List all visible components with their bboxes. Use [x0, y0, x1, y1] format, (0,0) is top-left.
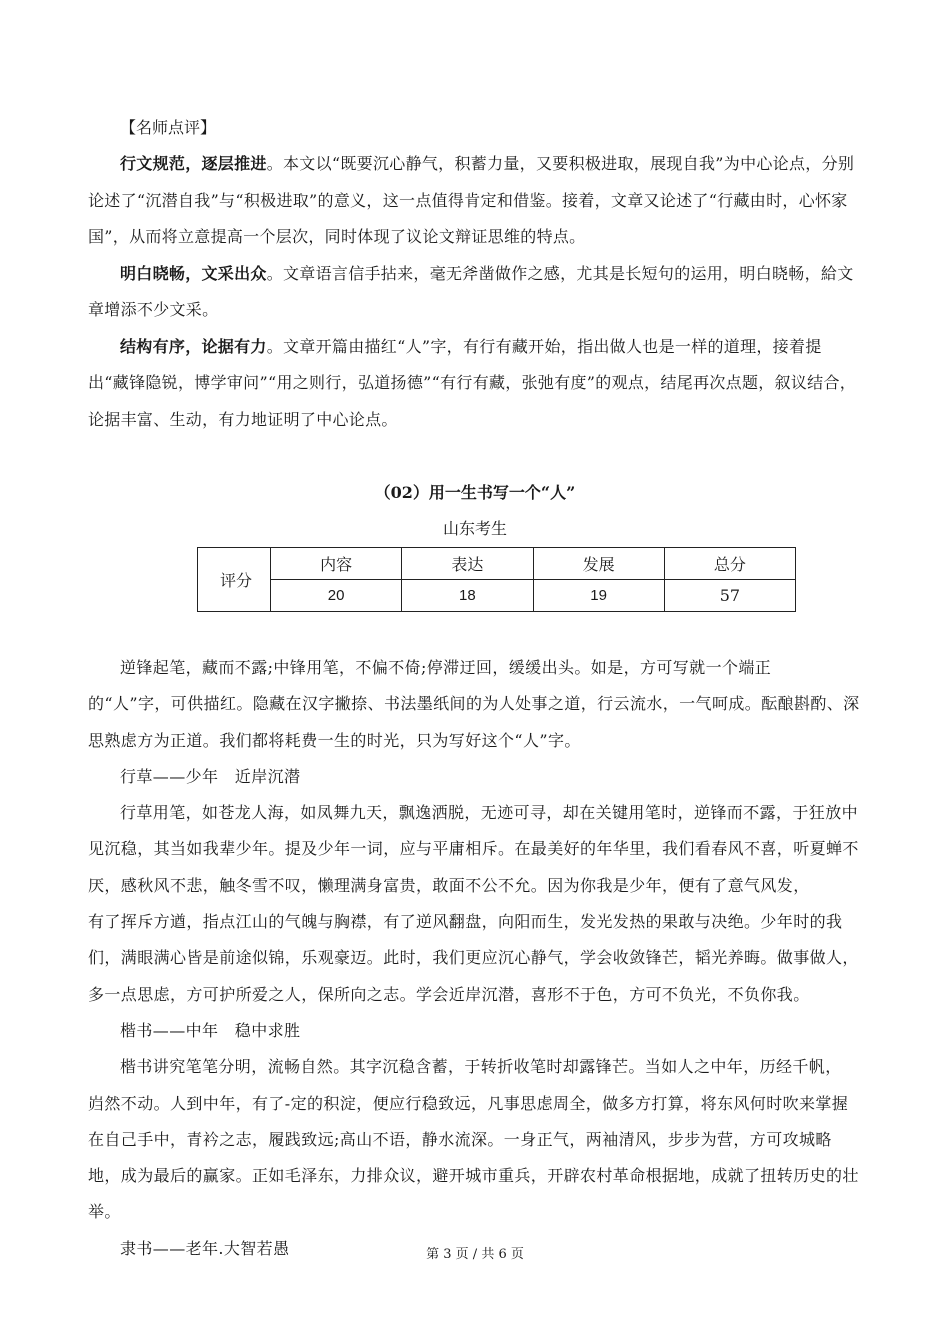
review-point-text: 。本文以“既要沉心静气，积蓄力量，又要积极进取，展现自我”为中心论点，分别论述了“沉潜自我”与“积极进取”的意义，这一点值得肯定和借鉴。接着，文章又论述了“行藏由时，心怀家国”，从而将立意提高一个层次，同时体现了议论文辩证思维的特点。 [88, 154, 855, 246]
score-value-cell: 57 [664, 580, 795, 612]
score-header-row [198, 548, 796, 580]
score-header-cell: 总分 [664, 548, 795, 580]
essay-paragraph: 有了挥斥方遒，指点江山的气魄与胸襟，有了逆风翻盘，向阳而生，发光发热的果敢与决绝。少年时的我们，满眼满心皆是前途似锦，乐观豪迈。此时，我们更应沉心静气，学会收敛锋芒，韬光养晦。做事做人，多一点思虑，方可护所爱之人，保所向之志。学会近岸沉潜，喜形不于色，方可不负光，不负你我。 [88, 912, 859, 1004]
score-value-row [198, 580, 796, 612]
score-header-cell: 内容 [271, 548, 402, 580]
review-paragraph [88, 146, 858, 256]
review-point-bold: 行文规范，逐层推进 [120, 154, 267, 173]
score-label-cell: 评分 [198, 548, 271, 612]
review-point-bold: 明白晓畅，文采出众 [120, 263, 267, 283]
score-header-cell: 表达 [402, 548, 533, 580]
essay-paragraph: 岿然不动。人到中年，有了-定的积淀，便应行稳致远，凡事思虑周全，做多方打算，将东风何时吹来掌握在自己手中，青衿之志，履践致远;高山不语，静水流深。一身正气，两袖清风，步步为营，方可攻城略地，成为最后的赢家。正如毛泽东，力排众议，避开城市重兵，开辟农村革命根据地，成就了扭转历史的壮举。 [88, 1093, 859, 1222]
review-point-text: 。文章语言信手拈来，毫无斧凿做作之感，尤其是长短句的运用，明白晓畅，給文章增添不少文采。 [88, 263, 854, 319]
score-value-cell: 19 [533, 580, 664, 612]
essay-paragraph: 的“人”字，可供描红。隐藏在汉字撇捺、书法墨纸间的为人处事之道，行云流水，一气呵成。酝酿斟酌、深思熟虑方为正道。我们都将耗费一生的时光，只为写好这个“人”字。 [88, 694, 860, 750]
essay-title: （02）用一生书写一个“人” [374, 483, 576, 502]
score-header-cell: 发展 [533, 548, 664, 580]
essay-author: 山东考生 [442, 519, 507, 538]
score-value-cell: 20 [271, 580, 402, 612]
essay-body [88, 650, 863, 1267]
essay-paragraph: 逆锋起笔，藏而不露;中锋用笔，不偏不倚;停滞迂回，缓缓出头。如是，方可写就一个端正 [120, 658, 772, 677]
review-paragraph [88, 256, 858, 329]
review-heading: 【名师点评】 [120, 118, 217, 137]
essay-section-heading: 隶书——老年.大智若愚 [120, 1238, 290, 1258]
review-paragraph [88, 329, 858, 439]
essay-paragraph: 楷书讲究笔笔分明，流畅自然。其字沉稳含蓄，于转折收笔时却露锋芒。当如人之中年，历经千帆， [120, 1057, 842, 1077]
review-point-bold: 结构有序，论据有力 [120, 336, 267, 356]
score-table [197, 547, 796, 612]
score-value-cell: 18 [402, 580, 533, 612]
page-footer: 第 3 页 / 共 6 页 [426, 1247, 524, 1262]
essay-section-heading: 楷书——中年 稳中求胜 [120, 1020, 301, 1040]
review-section [88, 146, 858, 438]
essay-paragraph: 行草用笔，如苍龙人海，如凤舞九天，飘逸洒脱，无迹可寻，却在关键用笔时，逆锋而不露，于狂放中见沉稳，其当如我辈少年。提及少年一词，应与平庸相斥。在最美好的年华里，我们看春风不喜，听夏蝉不厌，感秋风不悲，触冬雪不叹，懒理满身富贵，敢面不公不允。因为你我是少年，便有了意气风发， [88, 803, 859, 895]
review-point-text: 。文章开篇由描红“人”字，有行有藏开始，指出做人也是一样的道理，接着提出“藏锋隐锐，博学审问”“用之则行，弘道扬德”“有行有藏，张弛有度”的观点，结尾再次点题，叙议结合，论据丰富、生动，有力地证明了中心论点。 [88, 336, 857, 429]
essay-section-heading: 行草——少年 近岸沉潜 [120, 766, 301, 786]
